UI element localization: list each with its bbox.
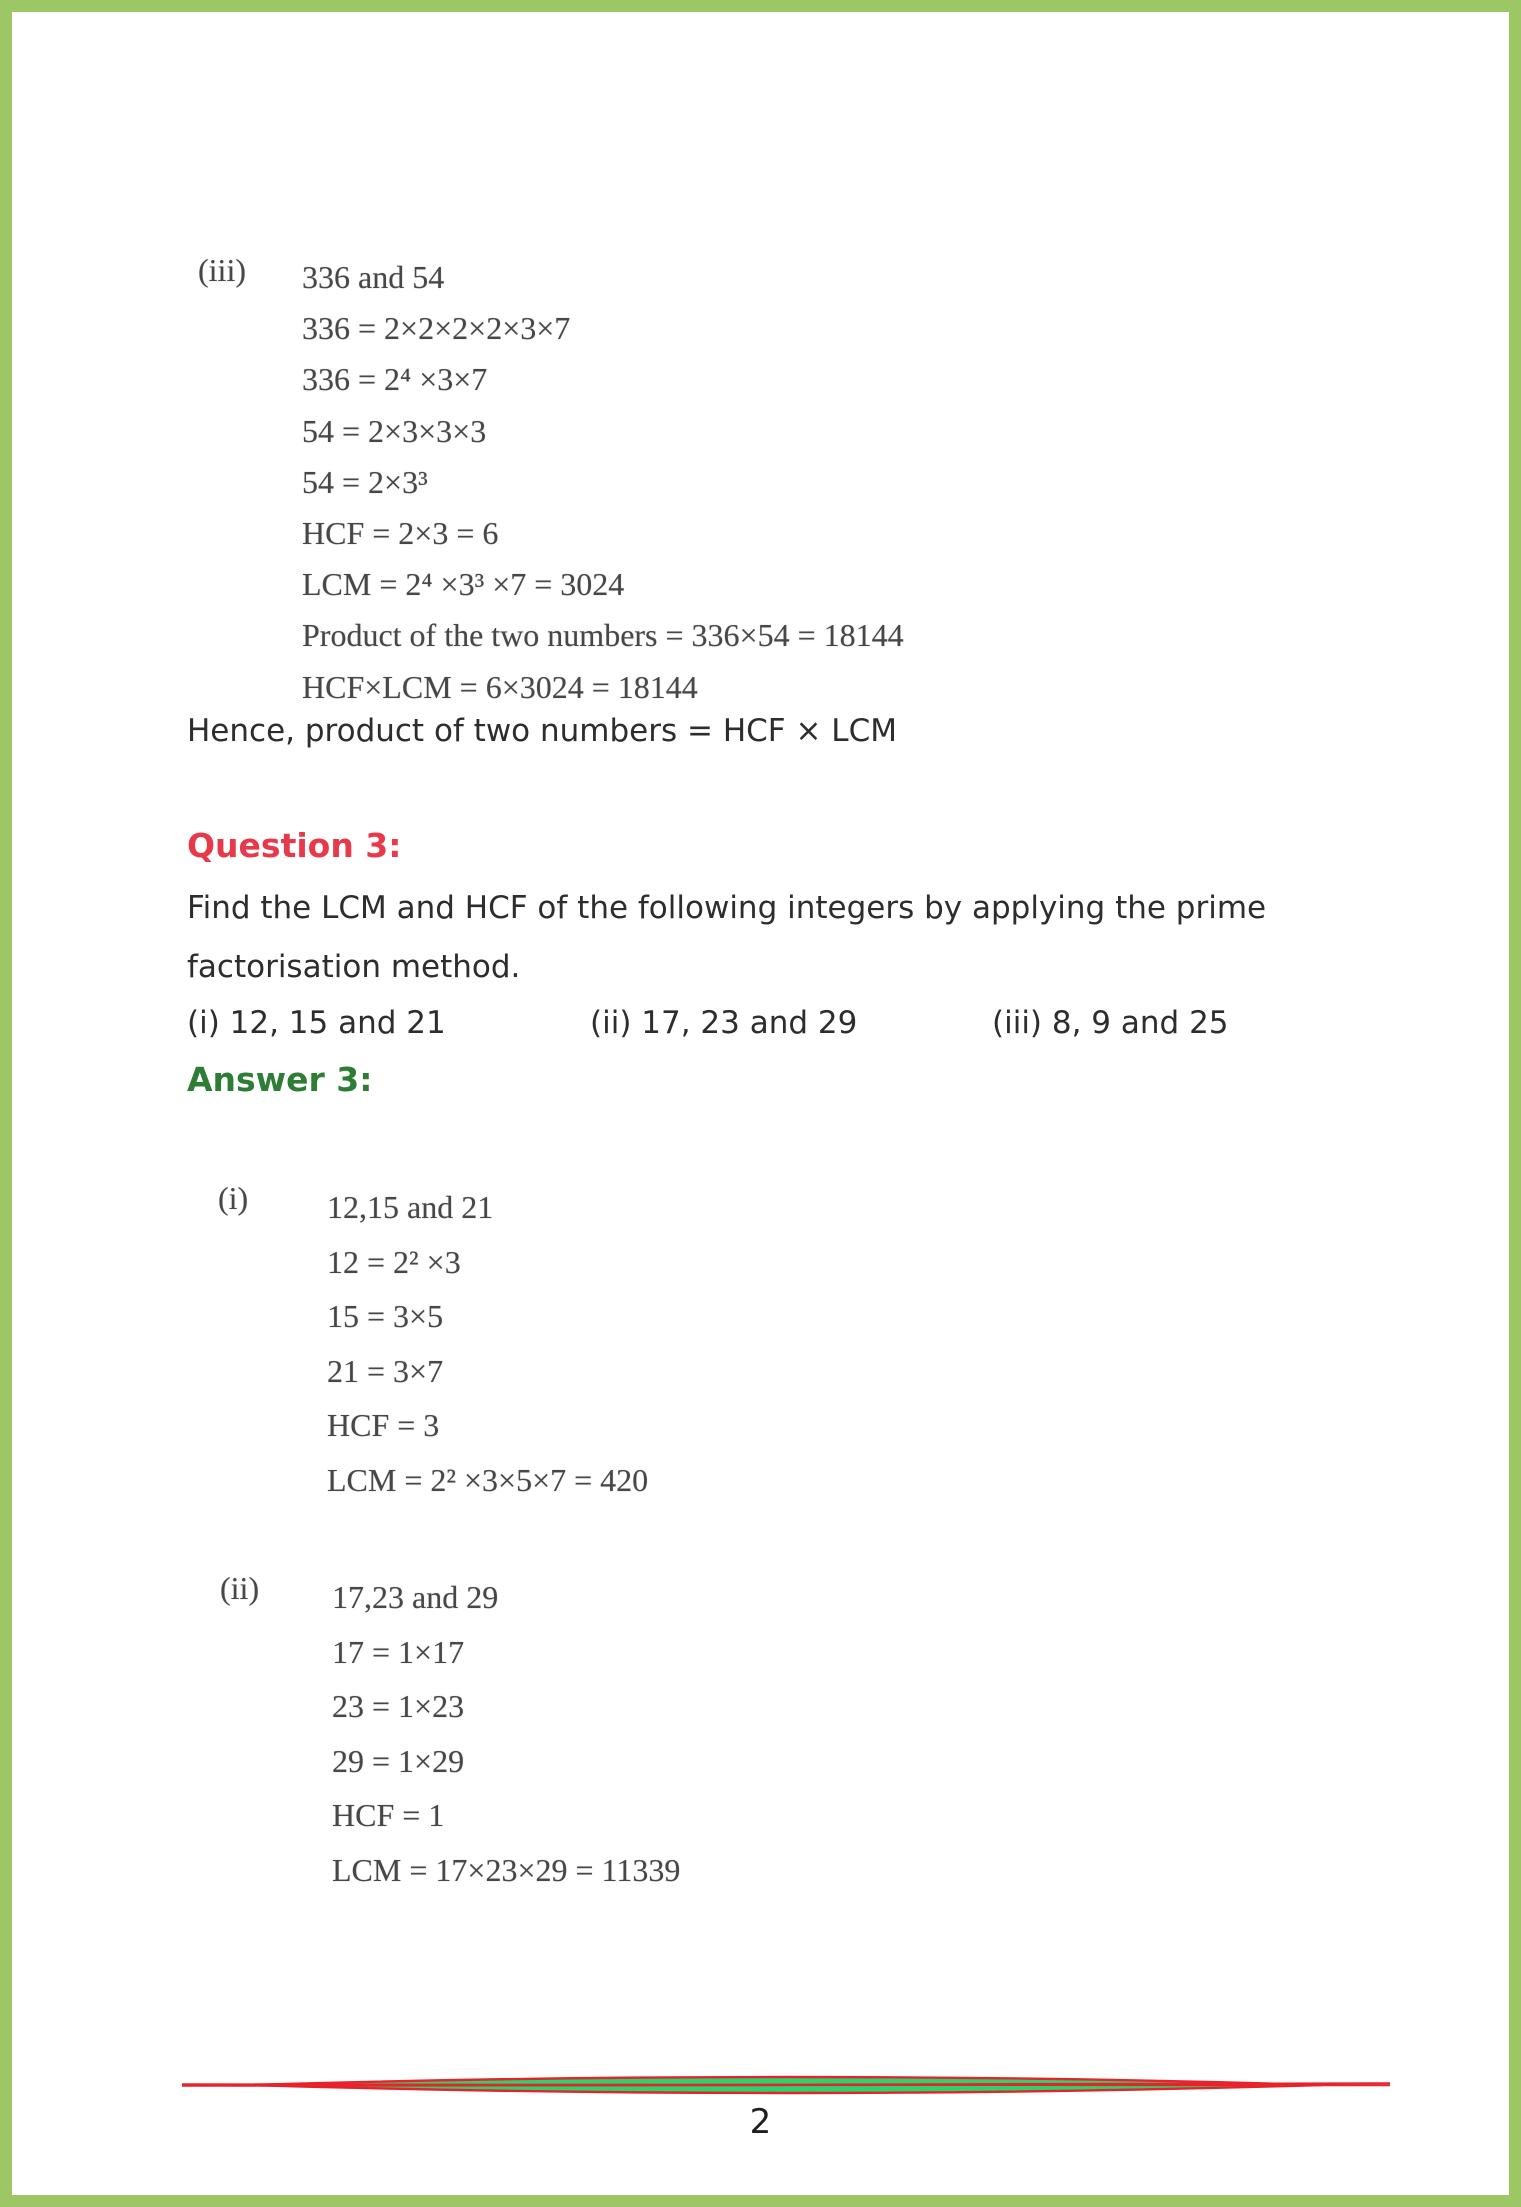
math-line: 54 = 2×3³ (302, 463, 428, 500)
answer-i-lines (327, 1180, 648, 1507)
question-text-line-2: factorisation method. (187, 949, 521, 985)
math-line: 54 = 2×3×3×3 (302, 412, 487, 449)
question-text-line-1: Find the LCM and HCF of the following integers by applying the prime (187, 890, 1267, 926)
math-line: 17,23 and 29 (332, 1579, 499, 1615)
answer-ii-lines (332, 1570, 680, 1897)
solution-iii-block (198, 252, 904, 713)
math-line: 336 = 2×2×2×2×3×7 (302, 310, 571, 347)
math-line: 23 = 1×23 (332, 1688, 465, 1724)
math-line: HCF = 2×3 = 6 (302, 514, 499, 551)
divider-ornament (182, 2073, 1390, 2097)
math-line: LCM = 2⁴ ×3³ ×7 = 3024 (302, 566, 625, 603)
math-line: LCM = 2² ×3×5×7 = 420 (327, 1461, 649, 1498)
math-line: 12 = 2² ×3 (327, 1243, 461, 1280)
math-line: 21 = 3×7 (327, 1352, 444, 1389)
math-line: 336 and 54 (302, 259, 445, 295)
math-line: LCM = 17×23×29 = 11339 (332, 1851, 681, 1888)
question-item-ii: (ii) 17, 23 and 29 (590, 1005, 858, 1041)
question-item-i: (i) 12, 15 and 21 (187, 1005, 446, 1041)
math-line: 12,15 and 21 (327, 1189, 494, 1225)
math-line: 15 = 3×5 (327, 1298, 444, 1334)
question-items-row (187, 1003, 1367, 1203)
page-number: 2 (749, 2102, 772, 2142)
math-line: 336 = 2⁴ ×3×7 (302, 361, 488, 398)
question-heading: Question 3: (187, 826, 402, 865)
math-line: HCF×LCM = 6×3024 = 18144 (302, 668, 698, 705)
answer-ii-label: (ii) (220, 1570, 260, 1606)
math-line: Product of the two numbers = 336×54 = 18144 (302, 617, 904, 654)
question-item-iii: (iii) 8, 9 and 25 (992, 1005, 1229, 1041)
answer-heading: Answer 3: (187, 1060, 373, 1099)
hence-conclusion-text: Hence, product of two numbers = HCF × LCM (187, 713, 897, 749)
solution-iii-label: (iii) (198, 252, 246, 288)
answer-i-block (218, 1180, 648, 1507)
answer-ii-block (220, 1570, 680, 1897)
math-line: HCF = 3 (327, 1407, 440, 1443)
math-line: 17 = 1×17 (332, 1633, 465, 1670)
answer-i-label: (i) (218, 1180, 249, 1216)
solution-iii-lines (302, 252, 904, 713)
math-line: HCF = 1 (332, 1797, 445, 1833)
math-line: 29 = 1×29 (332, 1742, 465, 1779)
